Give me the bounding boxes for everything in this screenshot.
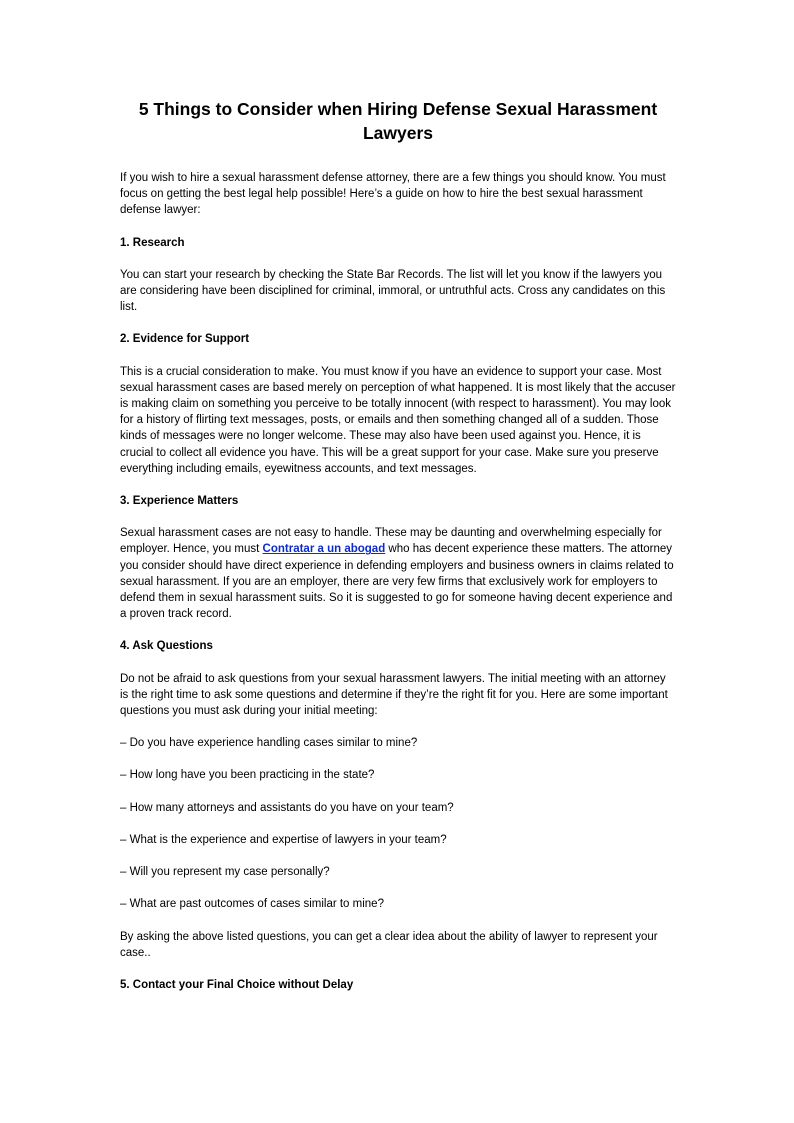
evidence-paragraph: This is a crucial consideration to make. You must know if you have an evidence to support your case. Most sexual harassment cases are based merely on perception of what happened. It is most likely that the accuser is making claim on something you perceive to be totally innocent (with respect to harassment). You may look for a history of flirting text messages, posts, or emails and then something changed all of a sudden. Those kinds of messages were no longer welcome. These may also have been used against you. Hence, it is crucial to collect all evidence you have. This will be a great support for your case. Make sure you preserve everything including emails, eyewitness accounts, and text messages. [120,365,676,475]
question-item: – How long have you been practicing in the state? [120,769,375,782]
question-item: – Will you represent my case personally? [120,866,330,879]
questions-paragraph: Do not be afraid to ask questions from your sexual harassment lawyers. The initial meeting with an attorney is the right time to ask some questions and determine if they’re the right fit for you. Here are some important questions you must ask during your initial meeting: [120,672,668,718]
section-heading-questions: 4. Ask Questions [120,640,213,653]
document-page [120,97,676,1009]
experience-paragraph [120,525,676,622]
section-heading-evidence: 2. Evidence for Support [120,333,250,346]
document-title: 5 Things to Consider when Hiring Defense Sexual Harassment Lawyers [138,99,658,143]
question-item: – What are past outcomes of cases similar to mine? [120,898,384,911]
section-heading-experience: 3. Experience Matters [120,495,239,508]
question-item: – Do you have experience handling cases similar to mine? [120,737,418,750]
experience-text-after-link: who has decent experience these matters. The attorney you consider should have direct experience in defending employers and business owners in claims related to sexual harassment. If you are an employer, there are very few firms that exclusively work for employers to defend them in sexual harassment suits. So it is suggested to go for someone having decent experience and a proven track record. [120,543,674,621]
questions-conclusion-paragraph: By asking the above listed questions, you can get a clear idea about the ability of lawyer to represent your case.. [120,930,658,959]
intro-paragraph: If you wish to hire a sexual harassment defense attorney, there are a few things you should know. You must focus on getting the best legal help possible! Here’s a guide on how to hire the best sexual harassment defense lawyer: [120,172,666,217]
experience-text-before-link: Sexual harassment cases are not easy to handle. These may be daunting and overwhelming especially for employer. Hence, you must [120,527,662,556]
question-item: – How many attorneys and assistants do you have on your team? [120,801,454,814]
section-heading-contact: 5. Contact your Final Choice without Delay [120,978,354,991]
contratar-abogado-link[interactable]: Contratar a un abogad [262,543,386,556]
question-item: – What is the experience and expertise of lawyers in your team? [120,833,447,846]
research-paragraph: You can start your research by checking the State Bar Records. The list will let you know if the lawyers you are considering have been disciplined for criminal, immoral, or untruthful acts. Cross any candidates on this list. [120,268,666,314]
section-heading-research: 1. Research [120,236,185,249]
